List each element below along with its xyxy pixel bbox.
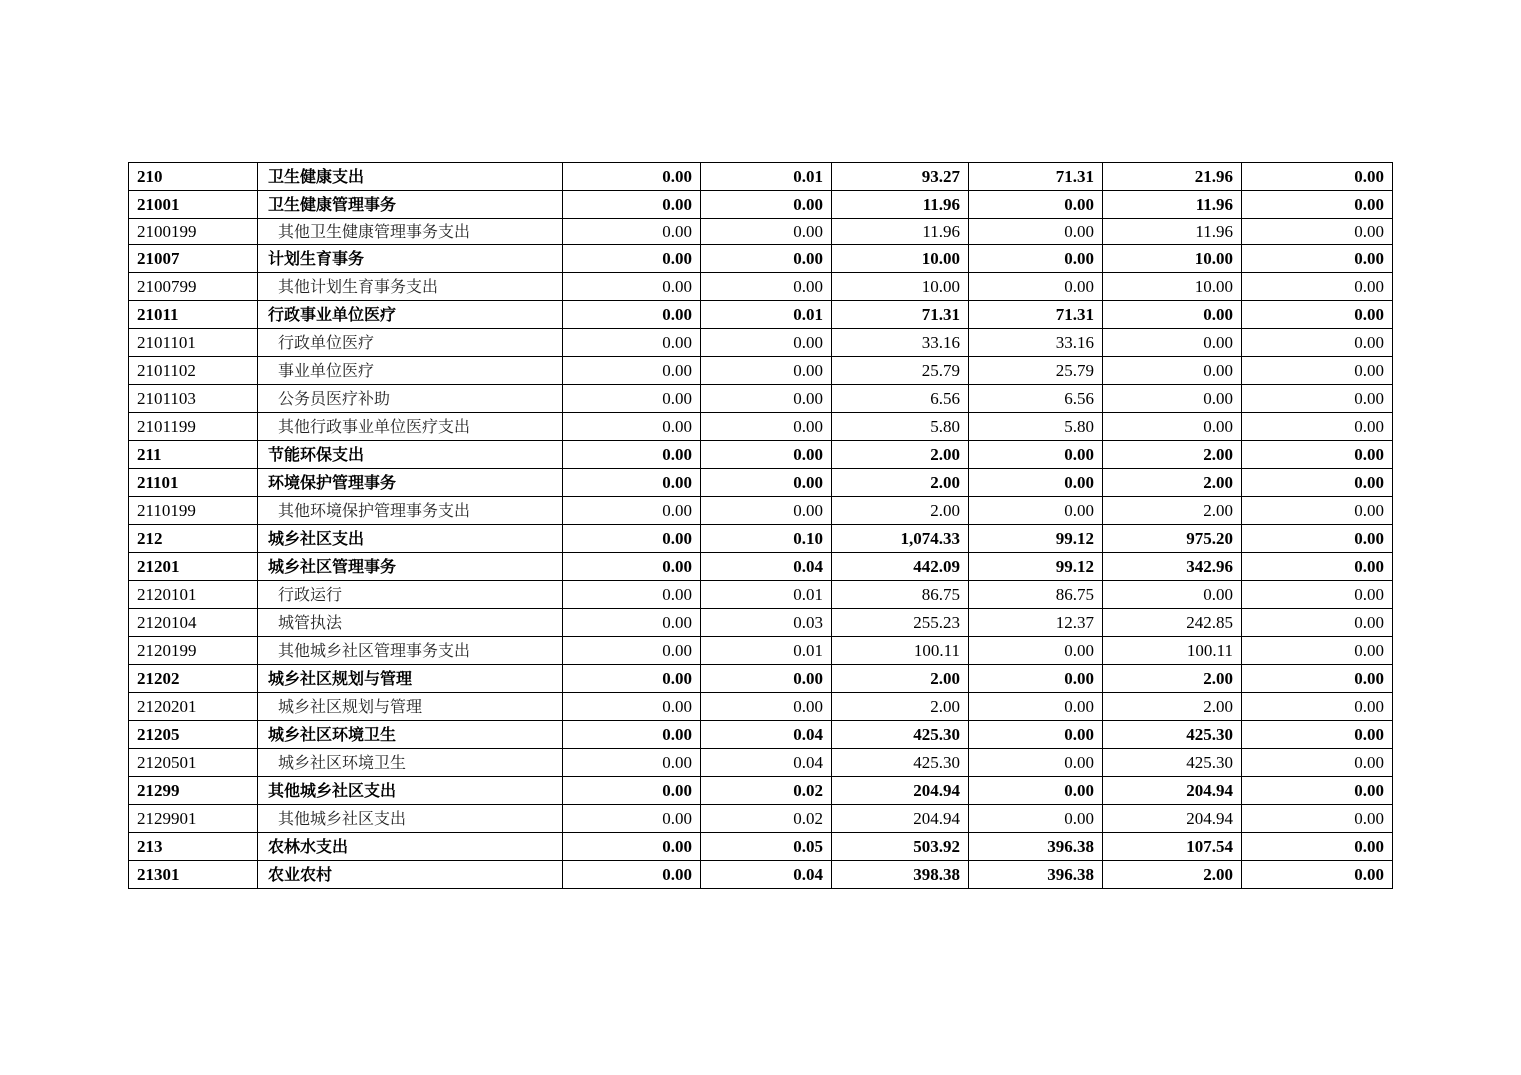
value-cell-1: 0.00 xyxy=(563,749,701,777)
value-cell-3: 398.38 xyxy=(832,861,969,889)
value-cell-3: 10.00 xyxy=(832,273,969,301)
value-cell-5: 21.96 xyxy=(1103,163,1242,191)
value-cell-1: 0.00 xyxy=(563,357,701,385)
value-cell-3: 425.30 xyxy=(832,749,969,777)
table-row xyxy=(129,637,1393,665)
value-cell-3: 71.31 xyxy=(832,301,969,329)
name-cell: 环境保护管理事务 xyxy=(258,469,563,497)
value-cell-6: 0.00 xyxy=(1242,163,1393,191)
name-cell: 其他城乡社区支出 xyxy=(258,777,563,805)
value-cell-3: 2.00 xyxy=(832,441,969,469)
table-row xyxy=(129,749,1393,777)
value-cell-3: 204.94 xyxy=(832,805,969,833)
table-row xyxy=(129,413,1393,441)
value-cell-6: 0.00 xyxy=(1242,861,1393,889)
value-cell-2: 0.00 xyxy=(701,191,832,219)
table-row xyxy=(129,861,1393,889)
value-cell-5: 11.96 xyxy=(1103,191,1242,219)
name-cell: 城管执法 xyxy=(258,609,563,637)
value-cell-4: 0.00 xyxy=(969,721,1103,749)
value-cell-6: 0.00 xyxy=(1242,245,1393,273)
name-cell: 其他环境保护管理事务支出 xyxy=(258,497,563,525)
value-cell-6: 0.00 xyxy=(1242,469,1393,497)
value-cell-6: 0.00 xyxy=(1242,301,1393,329)
name-cell: 城乡社区支出 xyxy=(258,525,563,553)
value-cell-4: 6.56 xyxy=(969,385,1103,413)
value-cell-1: 0.00 xyxy=(563,469,701,497)
value-cell-3: 11.96 xyxy=(832,191,969,219)
code-cell: 21201 xyxy=(129,553,258,581)
value-cell-1: 0.00 xyxy=(563,637,701,665)
code-cell: 21001 xyxy=(129,191,258,219)
value-cell-6: 0.00 xyxy=(1242,441,1393,469)
value-cell-2: 0.01 xyxy=(701,301,832,329)
value-cell-4: 99.12 xyxy=(969,553,1103,581)
value-cell-5: 2.00 xyxy=(1103,497,1242,525)
name-cell: 事业单位医疗 xyxy=(258,357,563,385)
value-cell-6: 0.00 xyxy=(1242,525,1393,553)
value-cell-2: 0.01 xyxy=(701,581,832,609)
value-cell-1: 0.00 xyxy=(563,385,701,413)
value-cell-4: 99.12 xyxy=(969,525,1103,553)
code-cell: 2100199 xyxy=(129,219,258,245)
code-cell: 2120104 xyxy=(129,609,258,637)
value-cell-5: 204.94 xyxy=(1103,777,1242,805)
value-cell-3: 1,074.33 xyxy=(832,525,969,553)
value-cell-3: 25.79 xyxy=(832,357,969,385)
name-cell: 其他行政事业单位医疗支出 xyxy=(258,413,563,441)
code-cell: 21101 xyxy=(129,469,258,497)
name-cell: 城乡社区规划与管理 xyxy=(258,665,563,693)
value-cell-5: 425.30 xyxy=(1103,749,1242,777)
table-row xyxy=(129,329,1393,357)
value-cell-5: 2.00 xyxy=(1103,861,1242,889)
value-cell-1: 0.00 xyxy=(563,245,701,273)
value-cell-2: 0.01 xyxy=(701,163,832,191)
value-cell-2: 0.00 xyxy=(701,441,832,469)
table-row xyxy=(129,357,1393,385)
code-cell: 2110199 xyxy=(129,497,258,525)
name-cell: 城乡社区规划与管理 xyxy=(258,693,563,721)
value-cell-1: 0.00 xyxy=(563,219,701,245)
code-cell: 2101101 xyxy=(129,329,258,357)
name-cell: 计划生育事务 xyxy=(258,245,563,273)
value-cell-6: 0.00 xyxy=(1242,357,1393,385)
value-cell-2: 0.00 xyxy=(701,219,832,245)
value-cell-5: 0.00 xyxy=(1103,413,1242,441)
table-row xyxy=(129,245,1393,273)
value-cell-4: 396.38 xyxy=(969,861,1103,889)
value-cell-4: 0.00 xyxy=(969,245,1103,273)
value-cell-1: 0.00 xyxy=(563,301,701,329)
name-cell: 卫生健康支出 xyxy=(258,163,563,191)
value-cell-3: 6.56 xyxy=(832,385,969,413)
table-row xyxy=(129,609,1393,637)
table-row xyxy=(129,525,1393,553)
budget-table-body xyxy=(129,163,1393,889)
table-row xyxy=(129,581,1393,609)
name-cell: 城乡社区环境卫生 xyxy=(258,749,563,777)
value-cell-1: 0.00 xyxy=(563,581,701,609)
value-cell-6: 0.00 xyxy=(1242,273,1393,301)
value-cell-2: 0.04 xyxy=(701,861,832,889)
value-cell-1: 0.00 xyxy=(563,665,701,693)
table-row xyxy=(129,553,1393,581)
value-cell-6: 0.00 xyxy=(1242,693,1393,721)
value-cell-3: 255.23 xyxy=(832,609,969,637)
value-cell-2: 0.04 xyxy=(701,749,832,777)
code-cell: 2120199 xyxy=(129,637,258,665)
code-cell: 213 xyxy=(129,833,258,861)
table-row xyxy=(129,441,1393,469)
value-cell-6: 0.00 xyxy=(1242,721,1393,749)
code-cell: 212 xyxy=(129,525,258,553)
code-cell: 21011 xyxy=(129,301,258,329)
code-cell: 2101103 xyxy=(129,385,258,413)
value-cell-2: 0.04 xyxy=(701,721,832,749)
value-cell-5: 107.54 xyxy=(1103,833,1242,861)
value-cell-4: 396.38 xyxy=(969,833,1103,861)
value-cell-4: 0.00 xyxy=(969,469,1103,497)
value-cell-4: 0.00 xyxy=(969,497,1103,525)
table-row xyxy=(129,665,1393,693)
value-cell-2: 0.02 xyxy=(701,777,832,805)
code-cell: 2100799 xyxy=(129,273,258,301)
value-cell-4: 71.31 xyxy=(969,163,1103,191)
value-cell-4: 0.00 xyxy=(969,219,1103,245)
value-cell-3: 442.09 xyxy=(832,553,969,581)
value-cell-1: 0.00 xyxy=(563,525,701,553)
table-row xyxy=(129,805,1393,833)
value-cell-3: 86.75 xyxy=(832,581,969,609)
value-cell-4: 86.75 xyxy=(969,581,1103,609)
name-cell: 公务员医疗补助 xyxy=(258,385,563,413)
value-cell-4: 33.16 xyxy=(969,329,1103,357)
value-cell-2: 0.00 xyxy=(701,413,832,441)
value-cell-1: 0.00 xyxy=(563,329,701,357)
name-cell: 行政事业单位医疗 xyxy=(258,301,563,329)
value-cell-1: 0.00 xyxy=(563,191,701,219)
value-cell-3: 2.00 xyxy=(832,469,969,497)
value-cell-4: 71.31 xyxy=(969,301,1103,329)
value-cell-5: 425.30 xyxy=(1103,721,1242,749)
code-cell: 211 xyxy=(129,441,258,469)
value-cell-5: 10.00 xyxy=(1103,273,1242,301)
value-cell-1: 0.00 xyxy=(563,553,701,581)
value-cell-2: 0.00 xyxy=(701,693,832,721)
value-cell-5: 0.00 xyxy=(1103,329,1242,357)
value-cell-2: 0.00 xyxy=(701,469,832,497)
value-cell-3: 93.27 xyxy=(832,163,969,191)
value-cell-5: 10.00 xyxy=(1103,245,1242,273)
value-cell-5: 0.00 xyxy=(1103,301,1242,329)
value-cell-6: 0.00 xyxy=(1242,581,1393,609)
code-cell: 2120501 xyxy=(129,749,258,777)
value-cell-6: 0.00 xyxy=(1242,497,1393,525)
name-cell: 卫生健康管理事务 xyxy=(258,191,563,219)
code-cell: 2129901 xyxy=(129,805,258,833)
code-cell: 21299 xyxy=(129,777,258,805)
value-cell-5: 11.96 xyxy=(1103,219,1242,245)
value-cell-2: 0.00 xyxy=(701,385,832,413)
code-cell: 2120201 xyxy=(129,693,258,721)
value-cell-1: 0.00 xyxy=(563,693,701,721)
value-cell-5: 204.94 xyxy=(1103,805,1242,833)
value-cell-1: 0.00 xyxy=(563,273,701,301)
value-cell-3: 5.80 xyxy=(832,413,969,441)
value-cell-2: 0.03 xyxy=(701,609,832,637)
value-cell-2: 0.04 xyxy=(701,553,832,581)
value-cell-4: 0.00 xyxy=(969,441,1103,469)
value-cell-6: 0.00 xyxy=(1242,805,1393,833)
code-cell: 2101199 xyxy=(129,413,258,441)
name-cell: 农业农村 xyxy=(258,861,563,889)
name-cell: 其他城乡社区支出 xyxy=(258,805,563,833)
value-cell-2: 0.00 xyxy=(701,665,832,693)
table-row xyxy=(129,301,1393,329)
value-cell-5: 242.85 xyxy=(1103,609,1242,637)
table-row xyxy=(129,721,1393,749)
value-cell-4: 0.00 xyxy=(969,191,1103,219)
value-cell-1: 0.00 xyxy=(563,609,701,637)
name-cell: 农林水支出 xyxy=(258,833,563,861)
code-cell: 21301 xyxy=(129,861,258,889)
value-cell-2: 0.00 xyxy=(701,245,832,273)
value-cell-1: 0.00 xyxy=(563,413,701,441)
value-cell-3: 2.00 xyxy=(832,693,969,721)
value-cell-5: 975.20 xyxy=(1103,525,1242,553)
value-cell-6: 0.00 xyxy=(1242,609,1393,637)
value-cell-5: 342.96 xyxy=(1103,553,1242,581)
value-cell-6: 0.00 xyxy=(1242,637,1393,665)
value-cell-3: 33.16 xyxy=(832,329,969,357)
value-cell-4: 0.00 xyxy=(969,693,1103,721)
table-row xyxy=(129,693,1393,721)
value-cell-1: 0.00 xyxy=(563,721,701,749)
value-cell-1: 0.00 xyxy=(563,497,701,525)
value-cell-2: 0.00 xyxy=(701,329,832,357)
code-cell: 21007 xyxy=(129,245,258,273)
value-cell-4: 5.80 xyxy=(969,413,1103,441)
value-cell-5: 2.00 xyxy=(1103,693,1242,721)
value-cell-3: 2.00 xyxy=(832,665,969,693)
value-cell-4: 0.00 xyxy=(969,273,1103,301)
value-cell-5: 2.00 xyxy=(1103,665,1242,693)
value-cell-6: 0.00 xyxy=(1242,833,1393,861)
budget-table xyxy=(128,162,1393,889)
value-cell-5: 2.00 xyxy=(1103,469,1242,497)
value-cell-4: 0.00 xyxy=(969,777,1103,805)
value-cell-4: 0.00 xyxy=(969,665,1103,693)
code-cell: 210 xyxy=(129,163,258,191)
value-cell-6: 0.00 xyxy=(1242,665,1393,693)
table-row xyxy=(129,219,1393,245)
value-cell-4: 0.00 xyxy=(969,805,1103,833)
value-cell-2: 0.00 xyxy=(701,357,832,385)
value-cell-1: 0.00 xyxy=(563,441,701,469)
value-cell-1: 0.00 xyxy=(563,833,701,861)
value-cell-5: 100.11 xyxy=(1103,637,1242,665)
value-cell-1: 0.00 xyxy=(563,805,701,833)
value-cell-6: 0.00 xyxy=(1242,329,1393,357)
value-cell-3: 10.00 xyxy=(832,245,969,273)
code-cell: 21205 xyxy=(129,721,258,749)
value-cell-6: 0.00 xyxy=(1242,385,1393,413)
value-cell-1: 0.00 xyxy=(563,777,701,805)
name-cell: 其他卫生健康管理事务支出 xyxy=(258,219,563,245)
value-cell-2: 0.05 xyxy=(701,833,832,861)
table-row xyxy=(129,163,1393,191)
value-cell-3: 2.00 xyxy=(832,497,969,525)
value-cell-3: 11.96 xyxy=(832,219,969,245)
name-cell: 行政单位医疗 xyxy=(258,329,563,357)
value-cell-2: 0.01 xyxy=(701,637,832,665)
code-cell: 2120101 xyxy=(129,581,258,609)
table-row xyxy=(129,777,1393,805)
table-row xyxy=(129,833,1393,861)
table-row xyxy=(129,385,1393,413)
value-cell-3: 100.11 xyxy=(832,637,969,665)
table-row xyxy=(129,273,1393,301)
name-cell: 其他城乡社区管理事务支出 xyxy=(258,637,563,665)
table-row xyxy=(129,191,1393,219)
value-cell-3: 503.92 xyxy=(832,833,969,861)
value-cell-6: 0.00 xyxy=(1242,749,1393,777)
value-cell-1: 0.00 xyxy=(563,163,701,191)
value-cell-5: 0.00 xyxy=(1103,385,1242,413)
value-cell-2: 0.02 xyxy=(701,805,832,833)
value-cell-6: 0.00 xyxy=(1242,191,1393,219)
name-cell: 城乡社区管理事务 xyxy=(258,553,563,581)
value-cell-6: 0.00 xyxy=(1242,413,1393,441)
value-cell-6: 0.00 xyxy=(1242,777,1393,805)
table-row xyxy=(129,497,1393,525)
name-cell: 城乡社区环境卫生 xyxy=(258,721,563,749)
name-cell: 节能环保支出 xyxy=(258,441,563,469)
value-cell-3: 425.30 xyxy=(832,721,969,749)
value-cell-2: 0.00 xyxy=(701,497,832,525)
table-row xyxy=(129,469,1393,497)
code-cell: 2101102 xyxy=(129,357,258,385)
value-cell-3: 204.94 xyxy=(832,777,969,805)
value-cell-6: 0.00 xyxy=(1242,553,1393,581)
code-cell: 21202 xyxy=(129,665,258,693)
value-cell-4: 0.00 xyxy=(969,637,1103,665)
value-cell-5: 2.00 xyxy=(1103,441,1242,469)
value-cell-5: 0.00 xyxy=(1103,357,1242,385)
value-cell-4: 0.00 xyxy=(969,749,1103,777)
value-cell-4: 12.37 xyxy=(969,609,1103,637)
name-cell: 其他计划生育事务支出 xyxy=(258,273,563,301)
value-cell-6: 0.00 xyxy=(1242,219,1393,245)
value-cell-2: 0.00 xyxy=(701,273,832,301)
value-cell-4: 25.79 xyxy=(969,357,1103,385)
name-cell: 行政运行 xyxy=(258,581,563,609)
value-cell-5: 0.00 xyxy=(1103,581,1242,609)
value-cell-2: 0.10 xyxy=(701,525,832,553)
value-cell-1: 0.00 xyxy=(563,861,701,889)
